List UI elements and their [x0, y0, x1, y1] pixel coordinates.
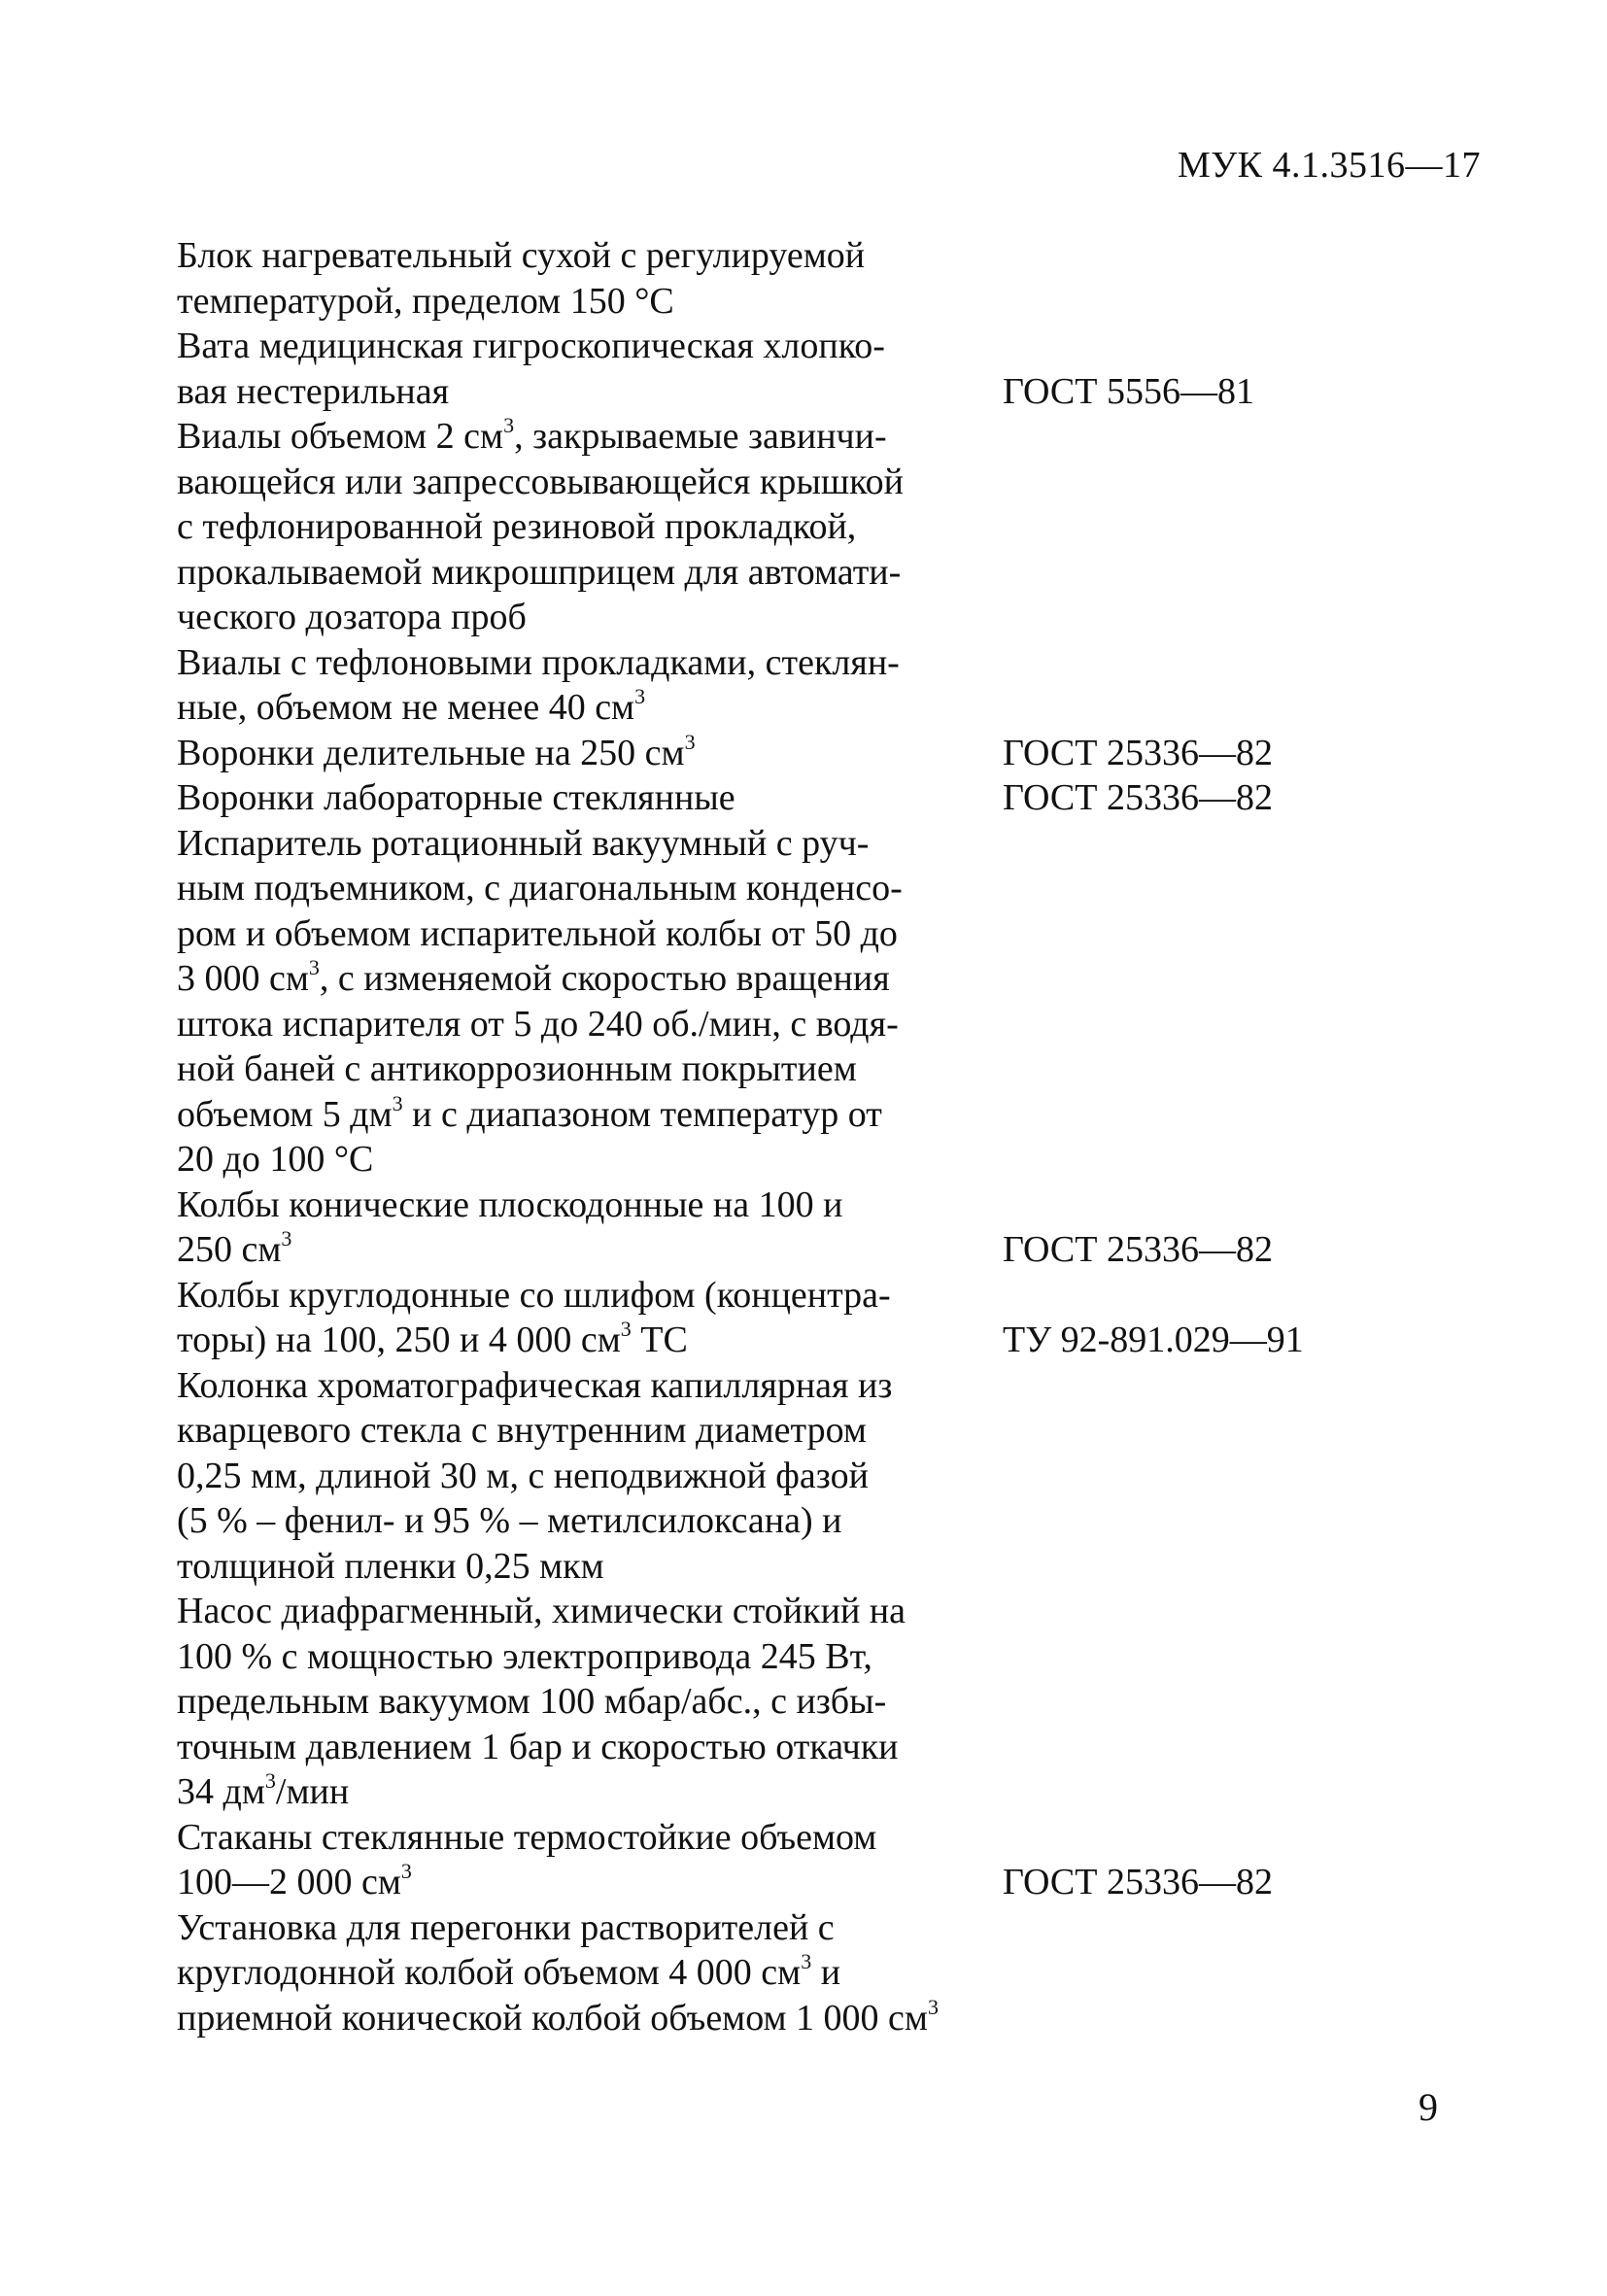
item-standard: ГОСТ 25336—82 [1003, 1862, 1273, 1902]
item-standard: ГОСТ 25336—82 [1003, 732, 1273, 773]
list-item [177, 1815, 1391, 1905]
item-description: Установка для перегонки растворителей с круглодонной колбой объемом 4 000 $см^3$ и приемной конической колбой объемом 1 000 $см^3$ [177, 1906, 939, 2039]
item-standard: ГОСТ 25336—82 [1003, 1229, 1273, 1270]
item-description: Испаритель ротационный вакуумный с руч- ным подъемником, с диагональным конденсо- ром и объемом испарительной колбы от 50 до 3 000 $см^3$, с изменяемой скоростью вращения штока испарителя от 5 до 240 об./мин, с водя- ной баней с антикоррозионным покрытием объемом 5 $дм^3$ и с диапазоном температур от 20 до 100 °С [177, 822, 903, 1180]
page-number: 9 [1419, 2085, 1438, 2129]
list-item [177, 821, 1391, 1182]
equipment-list [177, 233, 1391, 2040]
item-description: Насос диафрагменный, химически стойкий на 100 % с мощностью электропривода 245 Вт, предельным вакуумом 100 мбар/абс., с избы- точным давлением 1 бар и скоростью откачки 34 $дм^3$/мин [177, 1591, 906, 1812]
item-description: Виалы с тефлоновыми прокладками, стеклян- ные, объемом не менее 40 $см^3$ [177, 641, 900, 728]
document-code: МУК 4.1.3516—17 [1177, 145, 1481, 186]
list-item [177, 1589, 1391, 1815]
item-description: Блок нагревательный сухой с регулируемой температурой, пределом 150 °С [177, 235, 866, 322]
item-description: Колонка хроматографическая капиллярная из кварцевого стекла с внутренним диаметром 0,25 мм, длиной 30 м, с неподвижной фазой (5 % – фенил- и 95 % – метилсилоксана) и толщиной пленки 0,25 мкм [177, 1364, 893, 1587]
list-item [177, 640, 1391, 731]
item-description: Вата медицинская гигроскопическая хлопко- вая нестерильная [177, 326, 885, 412]
item-description: Колбы конические плоскодонные на 100 и 250 $см^3$ [177, 1183, 843, 1270]
list-item [177, 1905, 1391, 2041]
list-item [177, 1363, 1391, 1590]
item-description: Воронки лабораторные стеклянные [177, 777, 735, 818]
list-item [177, 1182, 1391, 1273]
item-description: Виалы объемом 2 $см^3$, закрываемые завинчи- вающейся или запрессовывающейся крышкой с тефлонированной резиновой прокладкой, прокалываемой микрошприцем для автомати- ческого дозатора проб [177, 413, 904, 637]
item-standard: ТУ 92-891.029—91 [1003, 1319, 1304, 1360]
list-item [177, 233, 1391, 324]
item-description: Стаканы стеклянные термостойкие объемом 100—2 000 $см^3$ [177, 1816, 877, 1902]
list-item [177, 775, 1391, 821]
item-description: Колбы круглодонные со шлифом (концентра- торы) на 100, 250 и 4 000 $см^3$ ТС [177, 1274, 891, 1360]
list-item [177, 414, 1391, 640]
item-description: Воронки делительные на 250 $см^3$ [177, 729, 696, 773]
list-item [177, 324, 1391, 414]
list-item [177, 1273, 1391, 1363]
item-standard: ГОСТ 5556—81 [1003, 370, 1254, 412]
item-standard: ГОСТ 25336—82 [1003, 777, 1273, 818]
list-item [177, 731, 1391, 776]
